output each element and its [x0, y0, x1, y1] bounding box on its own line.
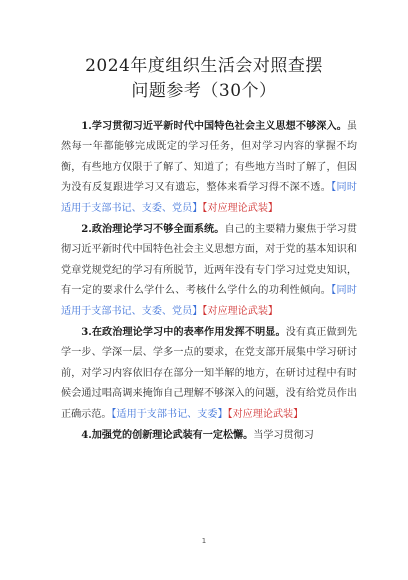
item-scope-note: 【同时适用于支部书记、支委、党员】: [61, 285, 357, 317]
document-title-line1: 2024年度组织生活会对照查摆: [85, 56, 323, 76]
item-lead: 2.政治理论学习不够全面系统。: [81, 224, 225, 236]
item-lead: 4.加强党的创新理论武装有一定松懈。: [81, 430, 254, 442]
item-lead: 1.学习贯彻习近平新时代中国特色社会主义思想不够深入。: [81, 121, 347, 132]
item-category-note: 【对应理论武装】: [202, 305, 279, 317]
item-category-note: 【对应理论武装】: [202, 202, 279, 214]
document-title-line2: 问题参考（30个）: [131, 81, 277, 101]
item-text: 虽然每一年都能够完成既定的学习任务，但对学习内容的掌握不均衡，有些地方仅限于了解了、知道了；有些地方当时了解了，但因为没有反复跟进学习又有遗忘，整体来看学习得不深不透。: [61, 121, 357, 194]
item-text: 没有真正做到先学一步、学深一层、学多一点的要求，在党支部开展集中学习研讨前，对学习内容依旧存在部分一知半解的地方，在研讨过程中有时候会通过唱高调来掩饰自己理解不够深入的问题，没有给党员作出正确示范。: [61, 327, 357, 420]
item-paragraph-4: [61, 426, 357, 446]
item-paragraph-3: [61, 323, 357, 425]
item-category-note: 【对应理论武装】: [227, 408, 304, 420]
item-lead: 3.在政治理论学习中的表率作用发挥不明显。: [81, 327, 286, 339]
item-scope-note: 【同时适用于支部书记、支委、党员】: [61, 182, 357, 214]
item-scope-note: 【适用于支部书记、支委】: [111, 408, 228, 420]
document-body: [61, 117, 357, 448]
item-paragraph-2: [61, 220, 357, 322]
page-number: 1: [201, 537, 207, 545]
item-text: 当学习贯彻习: [253, 430, 314, 442]
item-text: 自己的主要精力聚焦于学习贯彻习近平新时代中国特色社会主义思想方面，对于党的基本知识和党章党规党纪的学习有所脱节，近两年没有专门学习过党史知识，有一定的要求什么学什么、考核什么学什么的功利性倾向。: [61, 224, 357, 297]
item-paragraph-1: [61, 117, 357, 219]
